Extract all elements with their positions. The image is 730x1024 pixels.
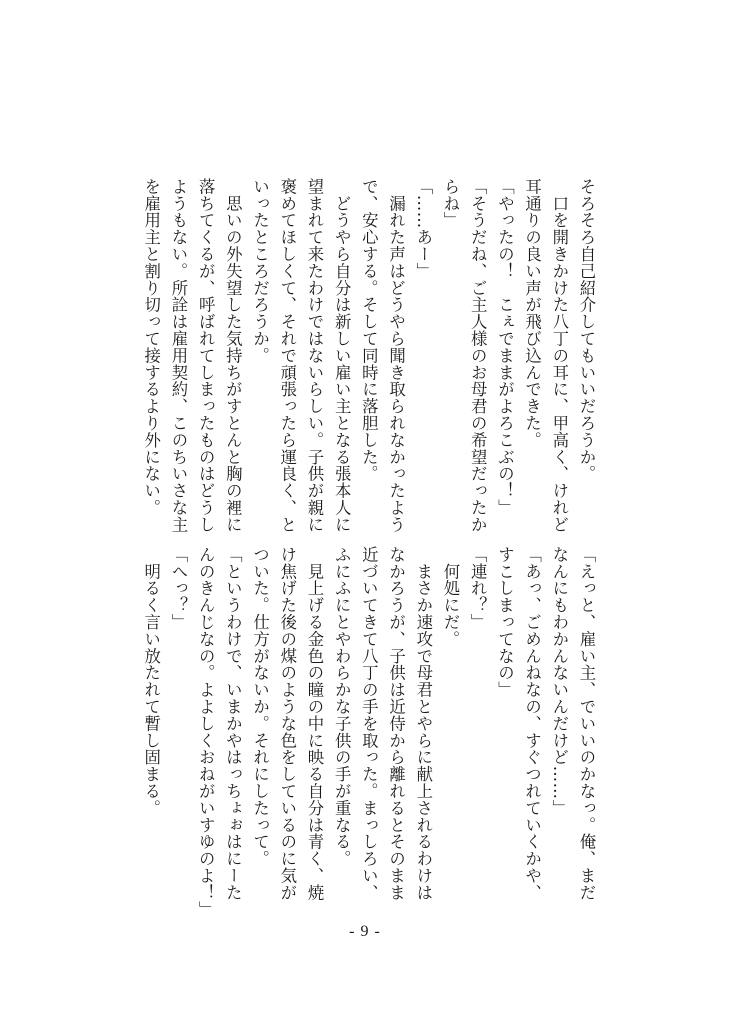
text-line: どうやら自分は新しい雇い主となる張本人に xyxy=(332,178,352,533)
text-line: 明るく言い放たれて暫し固まる。 xyxy=(141,546,161,817)
text-line: 「そうだね、ご主人様のお母君の希望だったか xyxy=(468,178,488,533)
text-line: 見上げる金色の瞳の中に映る自分は青く、焼 xyxy=(304,546,324,901)
text-line: んのきんじなの。よよしくおねがいすゆのよ！」 xyxy=(196,546,216,918)
text-line: まさか速攻で母君とやらに献上されるわけは xyxy=(413,546,433,901)
text-line: いったところだろうか。 xyxy=(250,178,270,364)
text-line: を雇用主と割り切って接するより外にない。 xyxy=(141,178,161,516)
text-line: け焦げた後の煤のような色をしているのに気が xyxy=(277,546,297,901)
text-line: 漏れた声はどうやら聞き取られなかったよう xyxy=(386,178,406,533)
text-line: 望まれて来たわけではないらしい。子供が親に xyxy=(304,178,324,533)
text-line: 耳通りの良い声が飛び込んできた。 xyxy=(522,178,542,449)
text-line: なんにもわかんないんだけど……」 xyxy=(549,546,569,817)
text-line: ふにふにとやわらかな子供の手が重なる。 xyxy=(332,546,352,868)
text-line: そろそろ自己紹介してもいいだろうか。 xyxy=(577,178,596,483)
text-line: で、安心する。そして同時に落胆した。 xyxy=(359,178,379,483)
text-line: 「連れ？」 xyxy=(468,546,488,631)
text-line: 「えっと、雇い主、でいいのかなっ。俺、まだ xyxy=(577,546,596,901)
text-block-top xyxy=(138,178,600,533)
text-line: 口を開きかけた八丁の耳に、甲高く、けれど xyxy=(549,178,569,533)
text-line: ついた。仕方がないか。それにしたって。 xyxy=(250,546,270,868)
text-line: ようもない。所詮は雇用契約、このちいさな主 xyxy=(168,178,188,533)
text-line: なかろうが、子供は近侍から離れるとそのまま xyxy=(386,546,406,901)
text-line: らね」 xyxy=(440,178,460,229)
text-line: 「へっ？」 xyxy=(168,546,188,631)
text-line: 褒めてほしくて、それで頑張ったら運良く、と xyxy=(277,178,297,533)
text-line: 近づいてきて八丁の手を取った。まっしろい、 xyxy=(359,546,379,901)
text-line: すこしまってなの」 xyxy=(495,546,515,699)
text-line: 「……あー」 xyxy=(413,178,433,280)
text-line: 落ちてくるが、呼ばれてしまったものはどうし xyxy=(196,178,216,533)
text-block-bottom xyxy=(138,546,600,918)
text-line: 思いの外失望した気持ちがすとんと胸の裡に xyxy=(223,178,243,533)
text-line: 「あっ、ごめんねなの、すぐつれていくかや、 xyxy=(522,546,542,901)
text-line: 何処にだ。 xyxy=(440,546,460,648)
text-line: 「やったの！ こぇでままがよろこぶの！」 xyxy=(495,178,515,516)
page-number: - 9 - xyxy=(349,923,381,940)
text-line: 「というわけで、いまかやはっちょぉはにーた xyxy=(223,546,243,901)
